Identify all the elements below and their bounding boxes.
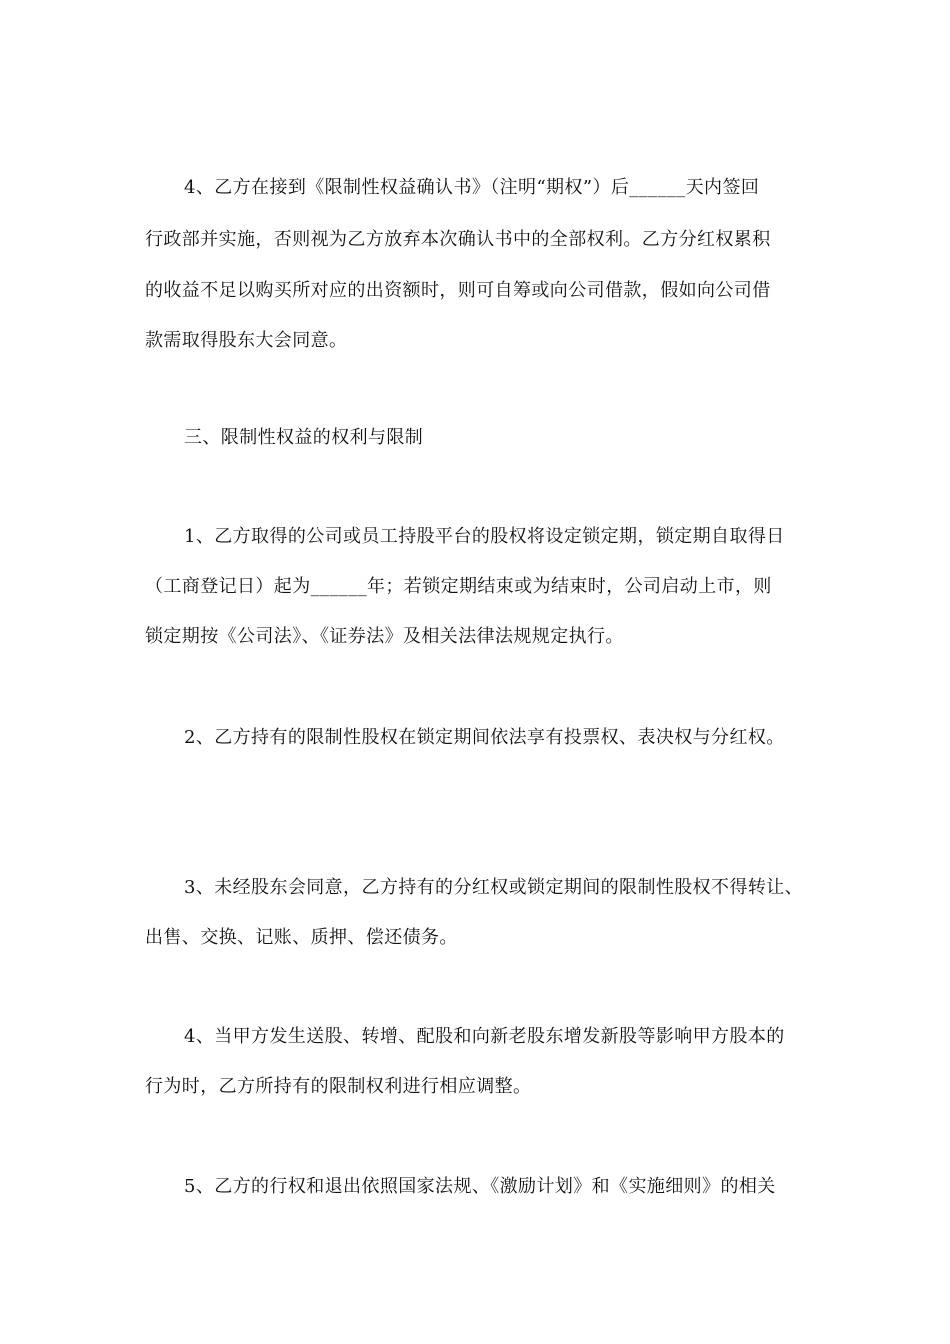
paragraph-4-prev-line-2: 行政部并实施，否则视为乙方放弃本次确认书中的全部权利。乙方分红权累积 (145, 229, 771, 250)
paragraph-1-line-3: 锁定期按《公司法》、《证券法》及相关法律法规规定执行。 (145, 626, 624, 647)
paragraph-1-line-1: 1、乙方取得的公司或员工持股平台的股权将设定锁定期，锁定期自取得日 (184, 526, 785, 547)
paragraph-1-line-2: （工商登记日）起为______年；若锁定期结束或为结束时，公司启动上市，则 (145, 576, 772, 597)
section-heading: 三、限制性权益的权利与限制 (184, 427, 424, 448)
paragraph-4-prev-line-1: 4、乙方在接到《限制性权益确认书》（注明“期权”）后______天内签回 (184, 177, 760, 198)
paragraph-5-line-1: 5、乙方的行权和退出依照国家法规、《激励计划》和《实施细则》的相关 (184, 1176, 776, 1197)
paragraph-3-line-1: 3、未经股东会同意，乙方持有的分红权或锁定期间的限制性股权不得转让、 (184, 877, 804, 898)
paragraph-4-prev-line-3: 的收益不足以购买所对应的出资额时，则可自筹或向公司借款，假如向公司借 (145, 280, 771, 301)
paragraph-2-line-1: 2、乙方持有的限制性股权在锁定期间依法享有投票权、表决权与分红权。 (184, 727, 785, 748)
paragraph-4-line-1: 4、当甲方发生送股、转增、配股和向新老股东增发新股等影响甲方股本的 (184, 1026, 785, 1047)
paragraph-4-prev-line-4: 款需取得股东大会同意。 (145, 330, 348, 351)
paragraph-3-line-2: 出售、交换、记账、质押、偿还债务。 (145, 927, 458, 948)
paragraph-4-line-2: 行为时，乙方所持有的限制权利进行相应调整。 (145, 1076, 532, 1097)
